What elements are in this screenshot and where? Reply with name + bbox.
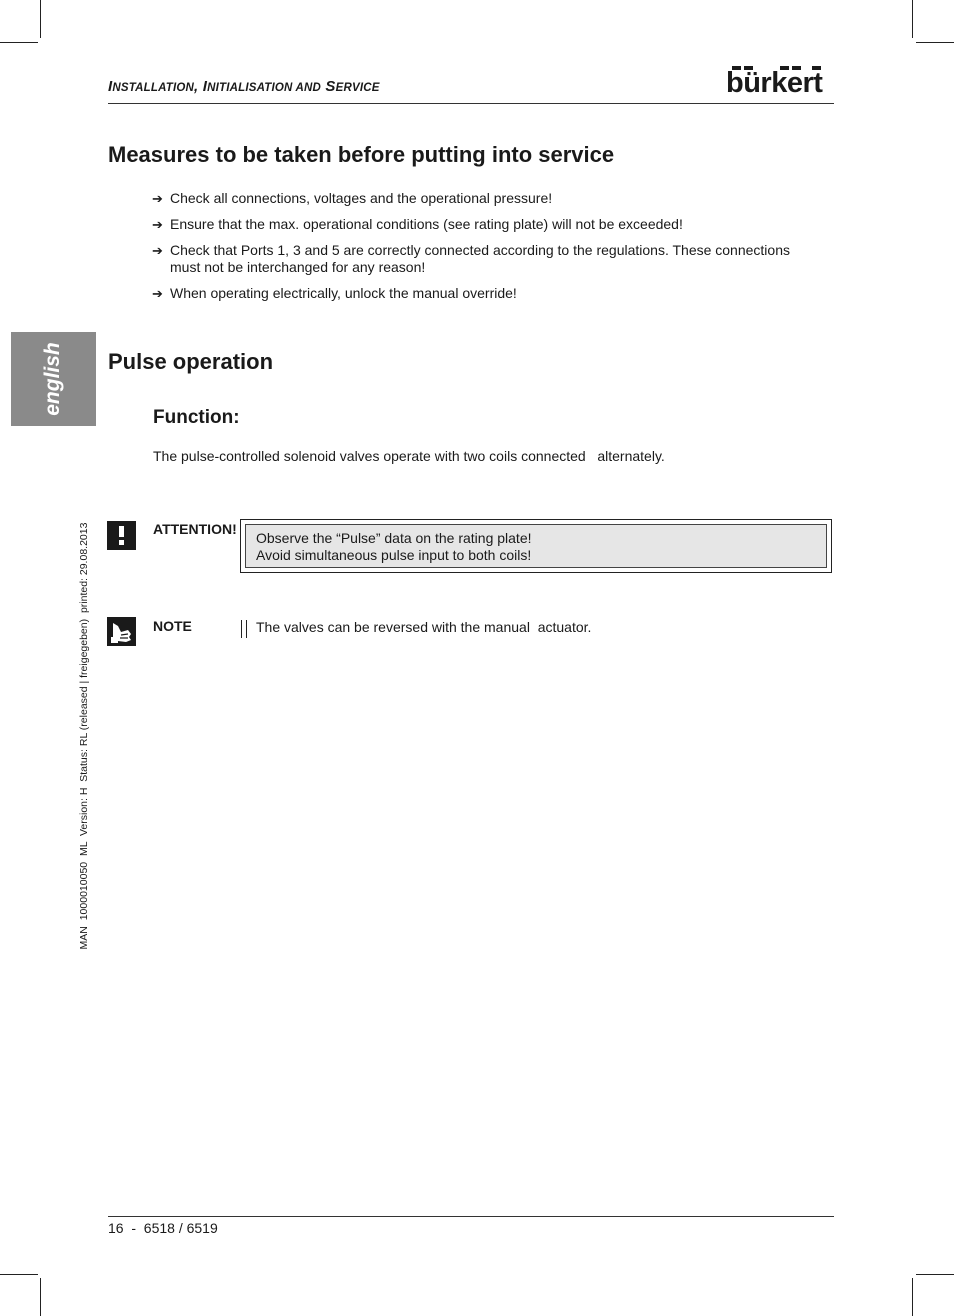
logo-text: bürkert — [726, 67, 823, 99]
header-title-part: I — [108, 78, 113, 95]
header-title-part: , I — [194, 78, 208, 95]
header-title — [108, 78, 380, 95]
footer-rule — [108, 1216, 834, 1217]
page-footer: 16 - 6518 / 6519 — [108, 1220, 218, 1236]
crop-mark — [912, 0, 913, 38]
crop-mark — [912, 1278, 913, 1316]
function-text: The pulse-controlled solenoid valves operate with two coils connected alternately. — [153, 448, 665, 464]
list-item — [152, 285, 822, 302]
attention-label: ATTENTION! — [153, 521, 237, 537]
crop-mark — [0, 42, 38, 43]
list-item — [152, 216, 822, 233]
crop-mark — [916, 42, 954, 43]
note-bar — [246, 620, 247, 638]
header-rule — [108, 103, 834, 104]
attention-box — [240, 519, 832, 573]
list-item — [152, 190, 822, 207]
warning-exclamation-icon — [107, 521, 136, 550]
list-item-text: When operating electrically, unlock the manual override! — [170, 285, 517, 301]
crop-mark — [40, 1278, 41, 1316]
language-tab-label: english — [41, 342, 64, 416]
attention-line: Avoid simultaneous pulse input to both coils! — [256, 547, 532, 563]
header-title-part: S — [321, 78, 336, 95]
list-item — [152, 242, 822, 276]
arrow-icon: ➔ — [152, 243, 163, 258]
note-label: NOTE — [153, 618, 192, 634]
section-heading-measures: Measures to be taken before putting into service — [108, 142, 615, 167]
note-bar — [241, 620, 242, 638]
crop-mark — [916, 1274, 954, 1275]
language-tab — [11, 332, 96, 426]
list-item-text: Check that Ports 1, 3 and 5 are correctly connected according to the regulations. These connections must not be interchanged for any reason! — [170, 242, 790, 275]
attention-line: Observe the “Pulse” data on the rating plate! — [256, 530, 532, 546]
header-title-part: NSTALLATION — [112, 82, 194, 94]
arrow-icon: ➔ — [152, 217, 163, 232]
thumbs-up-hand-icon — [107, 617, 136, 646]
header-title-part: NITIALISATION AND — [207, 82, 322, 94]
arrow-icon: ➔ — [152, 286, 163, 301]
header-title-part: ERVICE — [335, 82, 380, 94]
section-heading-pulse: Pulse operation — [108, 349, 274, 374]
attention-box-inner — [245, 524, 827, 568]
crop-mark — [0, 1274, 38, 1275]
list-item-text: Check all connections, voltages and the operational pressure! — [170, 190, 553, 206]
checklist — [152, 190, 822, 311]
note-text: The valves can be reversed with the manual actuator. — [256, 619, 592, 635]
burkert-logo — [726, 66, 834, 98]
crop-mark — [40, 0, 41, 38]
document-meta: MAN 1000010050 ML Version: H Status: RL (released | freigegeben) printed: 29.08.2013 — [78, 522, 90, 950]
subheading-function: Function: — [153, 407, 240, 428]
list-item-text: Ensure that the max. operational conditions (see rating plate) will not be exceeded! — [170, 216, 683, 232]
arrow-icon: ➔ — [152, 191, 163, 206]
